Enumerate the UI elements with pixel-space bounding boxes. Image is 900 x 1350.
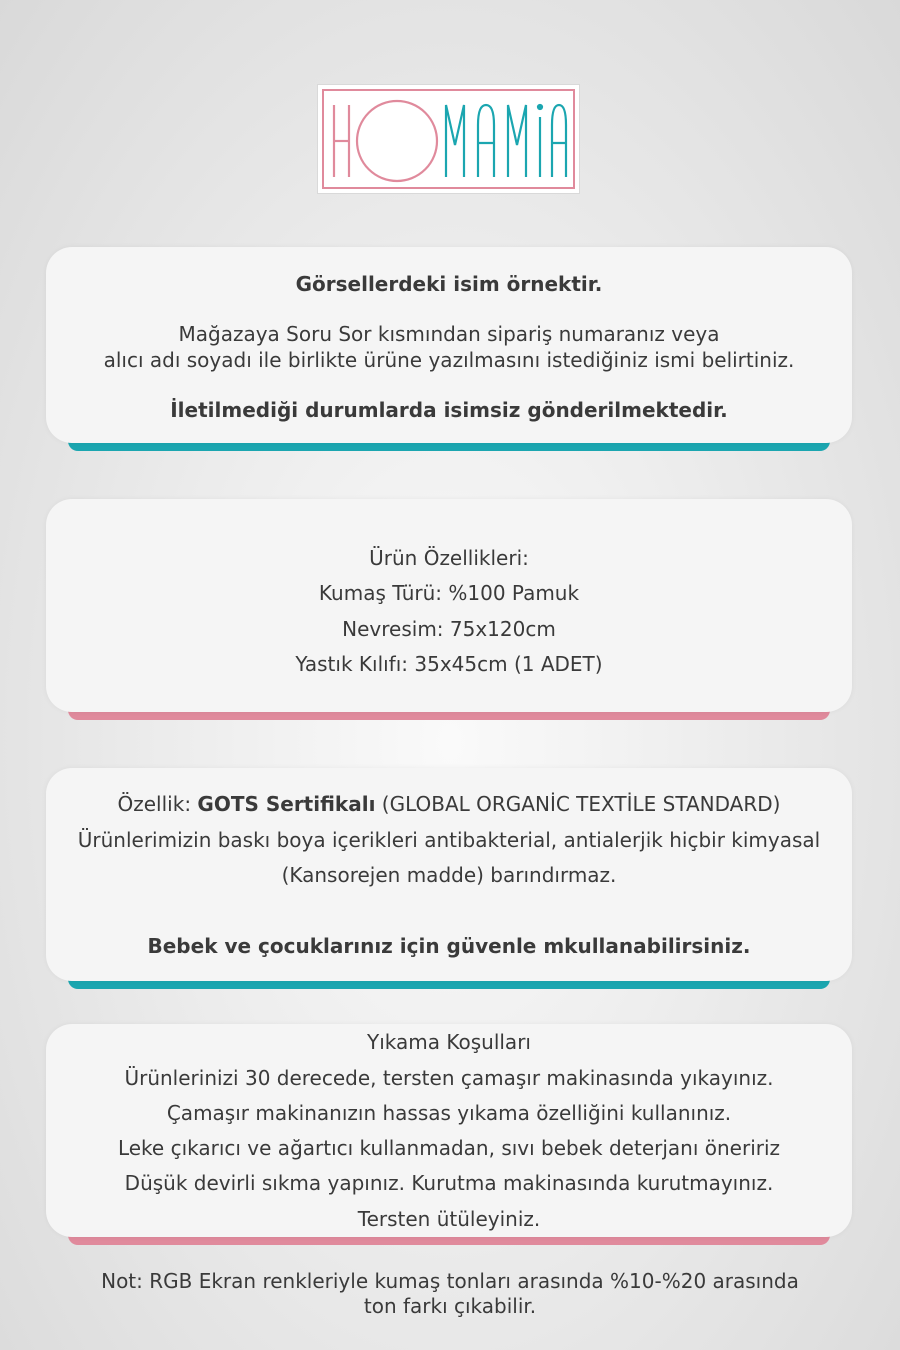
footer-note: ton farkı çıkabilir. (363, 1294, 537, 1318)
info-card-personalization (46, 247, 852, 443)
logo-wordmark-graphic (318, 85, 581, 195)
certification-line (46, 791, 852, 817)
info-card-product-features (46, 499, 852, 712)
pillow-size: Yastık Kılıfı: 35x45cm (1 ADET) (295, 652, 603, 676)
fabric-type: Kumaş Türü: %100 Pamuk (318, 581, 580, 605)
feature-standard: (GLOBAL ORGANİC TEXTİLE STANDARD) (375, 792, 781, 816)
washing-instruction: Ürünlerinizi 30 derecede, tersten çamaşır makinasında yıkayınız. (124, 1066, 774, 1090)
feature-certificate: GOTS Sertifikalı (197, 792, 376, 816)
card-heading: Görsellerdeki isim örnektir. (295, 272, 603, 296)
card-text: alıcı adı soyadı ile birlikte ürüne yazılmasını istediğiniz ismi belirtiniz. (103, 348, 795, 372)
brand-logo (317, 84, 580, 194)
card-title: Ürün Özellikleri: (369, 546, 529, 570)
card-title: Yıkama Koşulları (367, 1030, 531, 1054)
card-warning: İletilmediği durumlarda isimsiz gönderilmektedir. (170, 398, 728, 422)
card-text: Mağazaya Soru Sor kısmından sipariş numaranız veya (178, 322, 720, 346)
card-body (46, 499, 852, 712)
card-body (46, 247, 852, 443)
card-body (46, 1024, 852, 1237)
washing-instruction: Düşük devirli sıkma yapınız. Kurutma makinasında kurutmayınız. (124, 1171, 774, 1195)
washing-instruction: Leke çıkarıcı ve ağartıcı kullanmadan, sıvı bebek deterjanı öneririz (117, 1136, 781, 1160)
info-card-certification (46, 768, 852, 981)
card-body (46, 768, 852, 981)
footer-note: Not: RGB Ekran renkleriyle kumaş tonları arasında %10-%20 arasında (101, 1269, 799, 1293)
card-text: Ürünlerimizin baskı boya içerikleri antibakterial, antialerjik hiçbir kimyasal (77, 828, 821, 852)
info-card-washing (46, 1024, 852, 1237)
washing-instruction: Çamaşır makinanızın hassas yıkama özelliğini kullanınız. (166, 1101, 732, 1125)
feature-label: Özellik: (117, 792, 198, 816)
safety-note: Bebek ve çocuklarınız için güvenle mkullanabilirsiniz. (147, 934, 751, 958)
card-text: (Kansorejen madde) barındırmaz. (281, 863, 617, 887)
washing-instruction: Tersten ütüleyiniz. (357, 1207, 541, 1231)
duvet-size: Nevresim: 75x120cm (342, 617, 556, 641)
